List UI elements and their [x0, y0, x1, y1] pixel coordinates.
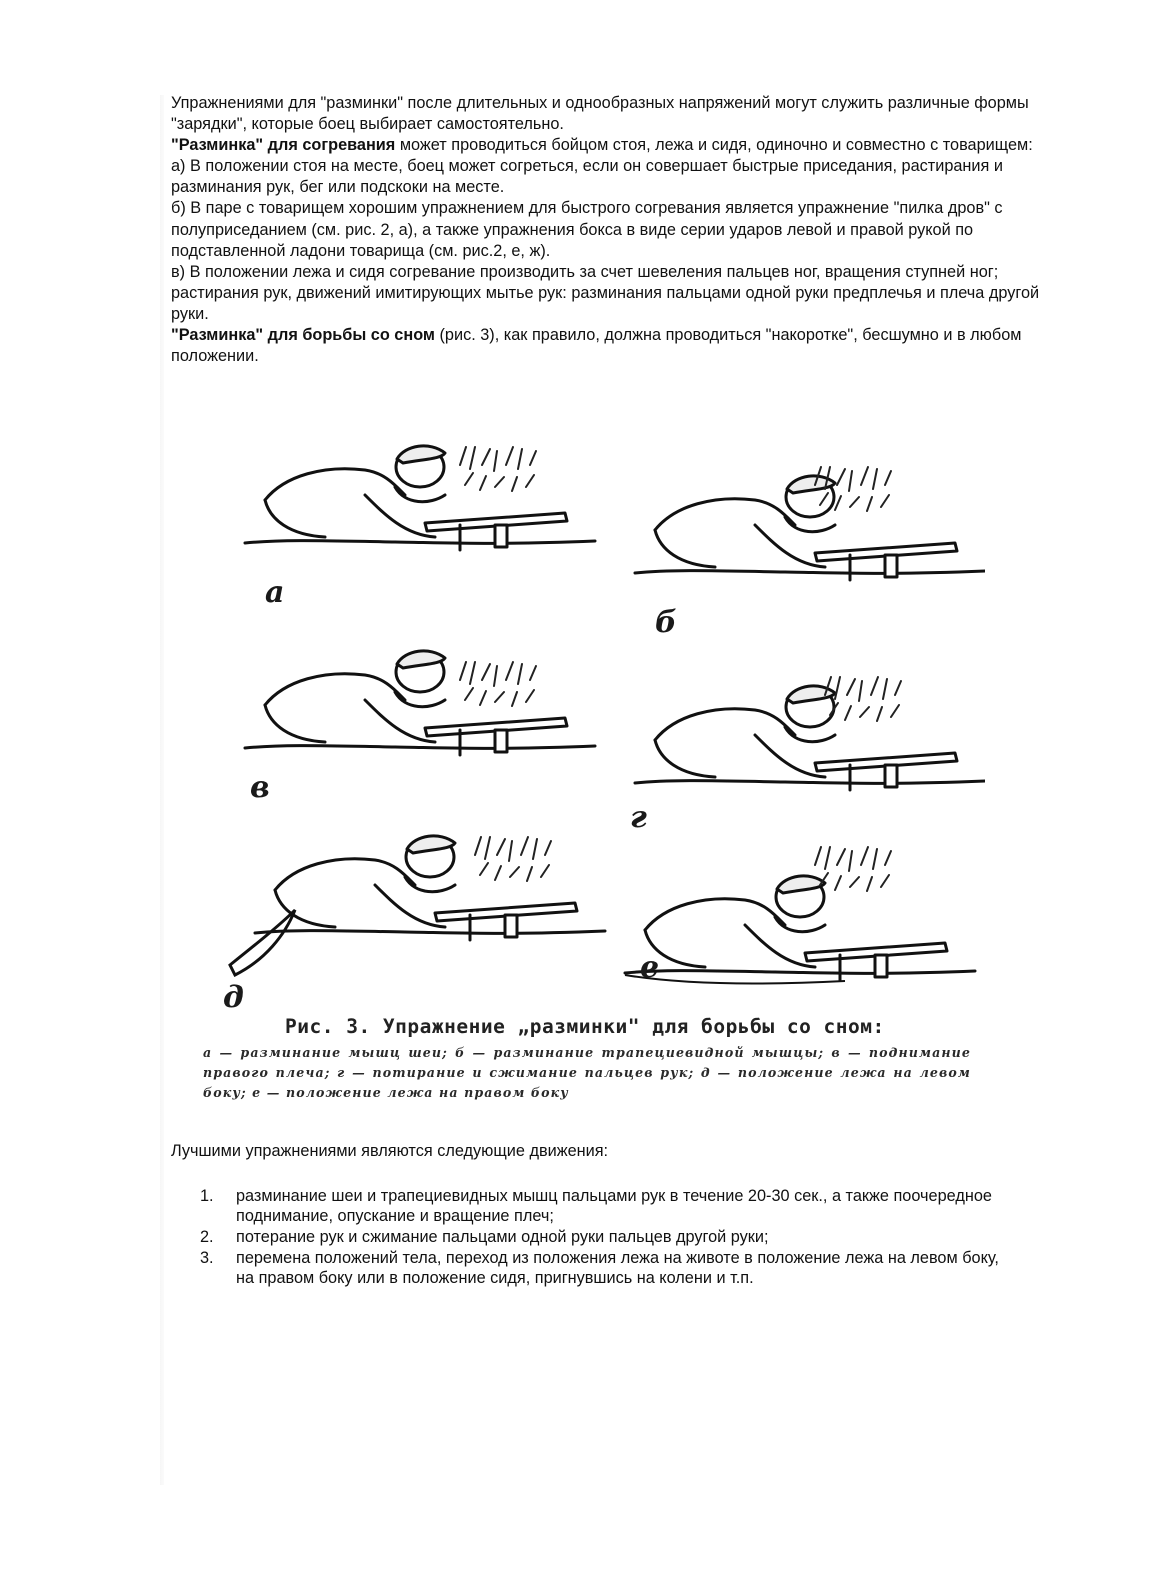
exercise-list: [200, 1187, 1020, 1290]
panel-letter-a: а: [265, 575, 285, 610]
panel-letter-v: в: [250, 770, 270, 805]
warming-text: может проводиться бойцом стоя, лежа и сидя, одиночно и совместно с товарищем:: [395, 136, 1033, 155]
list-item: [200, 1228, 1020, 1248]
panel-letter-b: б: [655, 605, 677, 640]
panel-letter-e: е: [640, 950, 660, 985]
list-text: разминание шеи и трапециевидных мышц пальцами рук в течение 20-30 сек., а также поочередное поднимание, опускание и вращение плеч;: [236, 1187, 992, 1225]
panel-b-figure: [635, 467, 985, 580]
paragraph-a: а) В положении стоя на месте, боец может согреться, если он совершает быстрые приседания, растирания и разминания рук, бег или подскоки на месте.: [171, 157, 1003, 197]
body-text: [171, 93, 1051, 367]
panel-letter-g: г: [630, 800, 647, 835]
list-item: [200, 1249, 1020, 1289]
panel-g-figure: [635, 677, 985, 790]
paragraph-sleep: [171, 325, 1051, 367]
figure-caption-title: Рис. 3. Упражнение „разминки" для борьбы со сном:: [285, 1015, 885, 1038]
panel-e-figure: [625, 847, 975, 983]
list-number: 2.: [200, 1228, 214, 1246]
panel-a-figure: [245, 446, 595, 550]
panel-letter-d: д: [223, 980, 244, 1015]
paragraph-c: в) В положении лежа и сидя согревание производить за счет шевеления пальцев ног, вращения ступней ног; растирания рук, движений имитирующих мытье рук: разминания пальцами одной руки предплечья и плеча другой руки.: [171, 262, 1040, 323]
paragraph-b: б) В паре с товарищем хорошим упражнением для быстрого согревания является упражнение "пилка дров" с полуприседанием (см. рис. 2, а), а также упражнения бокса в виде серии ударов левой и правой рукой по подставленной ладони товарища (см. рис.2, е, ж).: [171, 199, 1003, 260]
list-item: [200, 1187, 1020, 1227]
figure-caption-body: а — разминание мышц шеи; б — разминание трапециевидной мышцы; в — поднимание правого плеча; г — потирание и сжимание пальцев рук; д — положение лежа на левом боку; е — положение лежа на правом боку: [203, 1045, 971, 1100]
paragraph-warming: [171, 135, 1051, 156]
panel-v-figure: [245, 651, 595, 755]
list-text: перемена положений тела, переход из положения лежа на животе в положение лежа на левом боку, на правом боку или в положение сидя, пригнувшись на колени и т.п.: [236, 1249, 999, 1287]
list-text: потерание рук и сжимание пальцами одной руки пальцев другой руки;: [236, 1228, 769, 1246]
paragraph-intro: Упражнениями для "разминки" после длительных и однообразных напряжений могут служить различные формы "зарядки", которые боец выбирает самостоятельно.: [171, 94, 1029, 134]
list-number: 3.: [200, 1249, 214, 1268]
sleep-text: (рис. 3), как правило, должна проводиться "накоротке", бесшумно и в любом положении.: [171, 326, 1022, 366]
figure-3: [205, 415, 985, 1120]
sleep-heading: "Разминка" для борьбы со сном: [171, 326, 435, 345]
scan-shadow: [160, 95, 164, 1485]
best-exercises-intro: Лучшими упражнениями являются следующие движения:: [171, 1142, 609, 1160]
warming-heading: "Разминка" для согревания: [171, 136, 396, 155]
list-number: 1.: [200, 1187, 214, 1205]
panel-d-figure: [230, 836, 605, 975]
illustration-soldiers: [205, 415, 985, 1015]
